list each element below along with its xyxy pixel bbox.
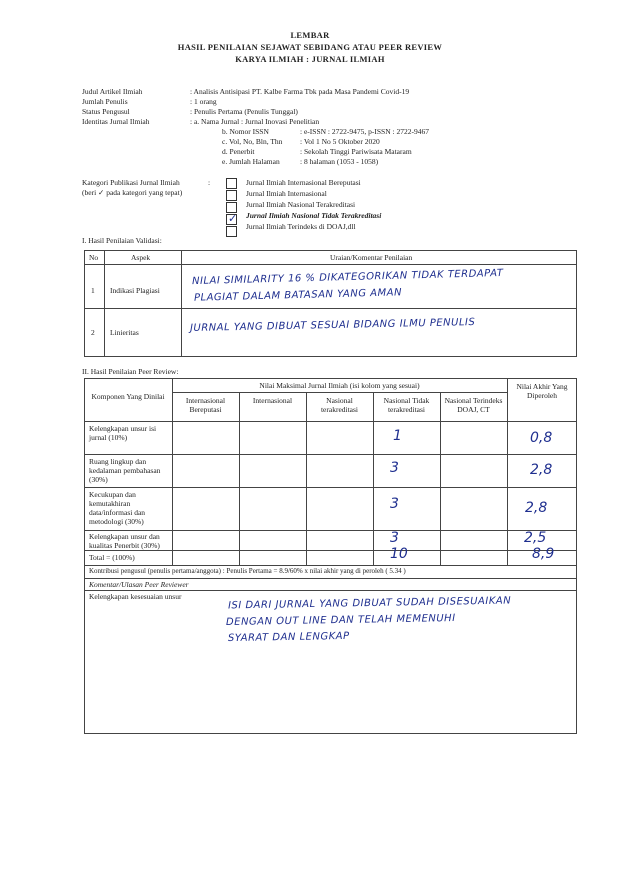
identity-value: : 1 orang <box>190 97 217 106</box>
handwritten-review-comment: ISI DARI JURNAL YANG DIBUAT SUDAH DISESUAIKAN <box>227 595 512 612</box>
journal-value: : 8 halaman (1053 - 1058) <box>300 157 379 166</box>
review-row-komponen: Ruang lingkup dan kedalaman pembahasan (30%) <box>89 457 161 484</box>
row-aspek: Linieritas <box>110 328 139 337</box>
column-header-uraian: Uraian/Komentar Penilaian <box>330 253 413 262</box>
row-number: 2 <box>91 328 95 337</box>
review-row-komponen: Kelengkapan unsur isi jurnal (10%) <box>89 424 157 442</box>
identity-label: Judul Artikel Ilmiah <box>82 87 143 96</box>
validation-section-title: I. Hasil Penilaian Validasi: <box>82 236 162 245</box>
category-checkbox[interactable] <box>226 178 237 189</box>
komentar-label: Kelengkapan kesesuaian unsur <box>89 592 182 601</box>
review-row-komponen: Kecukupan dan kemutakhiran data/informasi dan metodologi (30%) <box>89 490 146 526</box>
category-label: Kategori Publikasi Jurnal Ilmiah <box>82 178 180 187</box>
column-header-komponen: Komponen Yang Dinilai <box>91 392 165 401</box>
journal-label: d. Penerbit <box>222 147 255 156</box>
category-hint: (beri ✓ pada kategori yang tepat) <box>82 188 183 197</box>
column-header-aspek: Aspek <box>131 253 151 262</box>
handwritten-final-value: 2,5 <box>524 530 547 546</box>
identity-label: Identitas Jurnal Ilmiah <box>82 117 150 126</box>
handwritten-max-value: 3 <box>390 530 399 546</box>
category-option-label-selected: Jurnal Ilmiah Nasional Tidak Terakreditasi <box>246 211 382 220</box>
handwritten-max-value: 3 <box>390 460 399 476</box>
komentar-title: Komentar/Ulasan Peer Reviewer <box>89 580 189 589</box>
kontribusi-text: Kontribusi pengusul (penulis pertama/anggota) : Penulis Pertama = 8.9/60% x nilai akhir yang di peroleh ( 5.34 ) <box>89 567 406 575</box>
journal-label: e. Jumlah Halaman <box>222 157 280 166</box>
category-option-label: Jurnal Ilmiah Internasional <box>246 189 327 198</box>
handwritten-comment: PLAGIAT DALAM BATASAN YANG AMAN <box>193 287 403 304</box>
handwritten-final-value: 2,8 <box>530 462 553 478</box>
doc-title-line2: HASIL PENILAIAN SEJAWAT SEBIDANG ATAU PEER REVIEW <box>177 42 443 52</box>
column-header-no: No <box>89 253 99 262</box>
handwritten-total-nilai: 8,9 <box>532 546 555 562</box>
row-aspek: Indikasi Plagiasi <box>110 286 160 295</box>
doc-title-line1: LEMBAR <box>290 30 330 40</box>
journal-label: b. Nomor ISSN <box>222 127 269 136</box>
category-checkbox[interactable] <box>226 190 237 201</box>
category-option-label: Jurnal Ilmiah Terindeks di DOAJ,dll <box>246 222 356 231</box>
column-header-group: Nilai Maksimal Jurnal Ilmiah (isi kolom yang sesuai) <box>259 381 420 390</box>
journal-value: : e-ISSN : 2722-9475, p-ISSN : 2722-9467 <box>300 127 429 136</box>
handwritten-max-value: 3 <box>390 496 399 512</box>
category-checkbox-checked[interactable] <box>226 214 237 225</box>
handwritten-comment: NILAI SIMILARITY 16 % DIKATEGORIKAN TIDAK TERDAPAT <box>191 267 504 288</box>
journal-label: c. Vol, No, Bln, Thn <box>222 137 283 146</box>
category-colon: : <box>208 178 211 187</box>
identity-label: Status Pengusul <box>82 107 130 116</box>
column-header-doaj: Nasional Terindeks DOAJ, CT <box>444 396 503 414</box>
handwritten-review-comment: DENGAN OUT LINE DAN TELAH MEMENUHI <box>225 612 456 629</box>
check-mark-icon: ✓ <box>228 212 238 225</box>
handwritten-final-value: 2,8 <box>525 500 548 516</box>
category-option-label: Jurnal Ilmiah Nasional Terakreditasi <box>246 200 356 209</box>
total-label: Total = (100%) <box>89 553 135 562</box>
handwritten-max-value: 1 <box>393 428 402 444</box>
journal-value: : Sekolah Tinggi Pariwisata Mataram <box>300 147 412 156</box>
column-header-nas-akr: Nasional terakreditasi <box>320 396 359 414</box>
review-section-title: II. Hasil Penilaian Peer Review: <box>82 367 179 376</box>
column-header-nilai: Nilai Akhir Yang Diperoleh <box>516 382 568 400</box>
handwritten-total-max: 10 <box>390 546 408 562</box>
column-header-nas-tidak: Nasional Tidak terakreditasi <box>383 396 430 414</box>
review-row-komponen: Kelengkapan unsur dan kualitas Penerbit (30%) <box>89 532 160 550</box>
handwritten-final-value: 0,8 <box>530 430 553 446</box>
doc-title-line3: KARYA ILMIAH : JURNAL ILMIAH <box>235 54 385 64</box>
column-header-intl: Internasional <box>252 396 293 405</box>
category-checkbox[interactable] <box>226 226 237 237</box>
identity-value: : a. Nama Jurnal : Jurnal Inovasi Penelitian <box>190 117 320 126</box>
column-header-intl-rep: Internasional Bereputasi <box>185 396 226 414</box>
journal-value: : Vol 1 No 5 Oktober 2020 <box>300 137 380 146</box>
identity-label: Jumlah Penulis <box>82 97 128 106</box>
identity-value: : Analisis Antisipasi PT. Kalbe Farma Tbk pada Masa Pandemi Covid-19 <box>190 87 410 96</box>
handwritten-comment: JURNAL YANG DIBUAT SESUAI BIDANG ILMU PENULIS <box>189 317 476 334</box>
category-option-label: Jurnal Ilmiah Internasional Bereputasi <box>246 178 361 187</box>
handwritten-review-comment: SYARAT DAN LENGKAP <box>227 630 350 645</box>
identity-value: : Penulis Pertama (Penulis Tunggal) <box>190 107 298 116</box>
row-number: 1 <box>91 286 95 295</box>
